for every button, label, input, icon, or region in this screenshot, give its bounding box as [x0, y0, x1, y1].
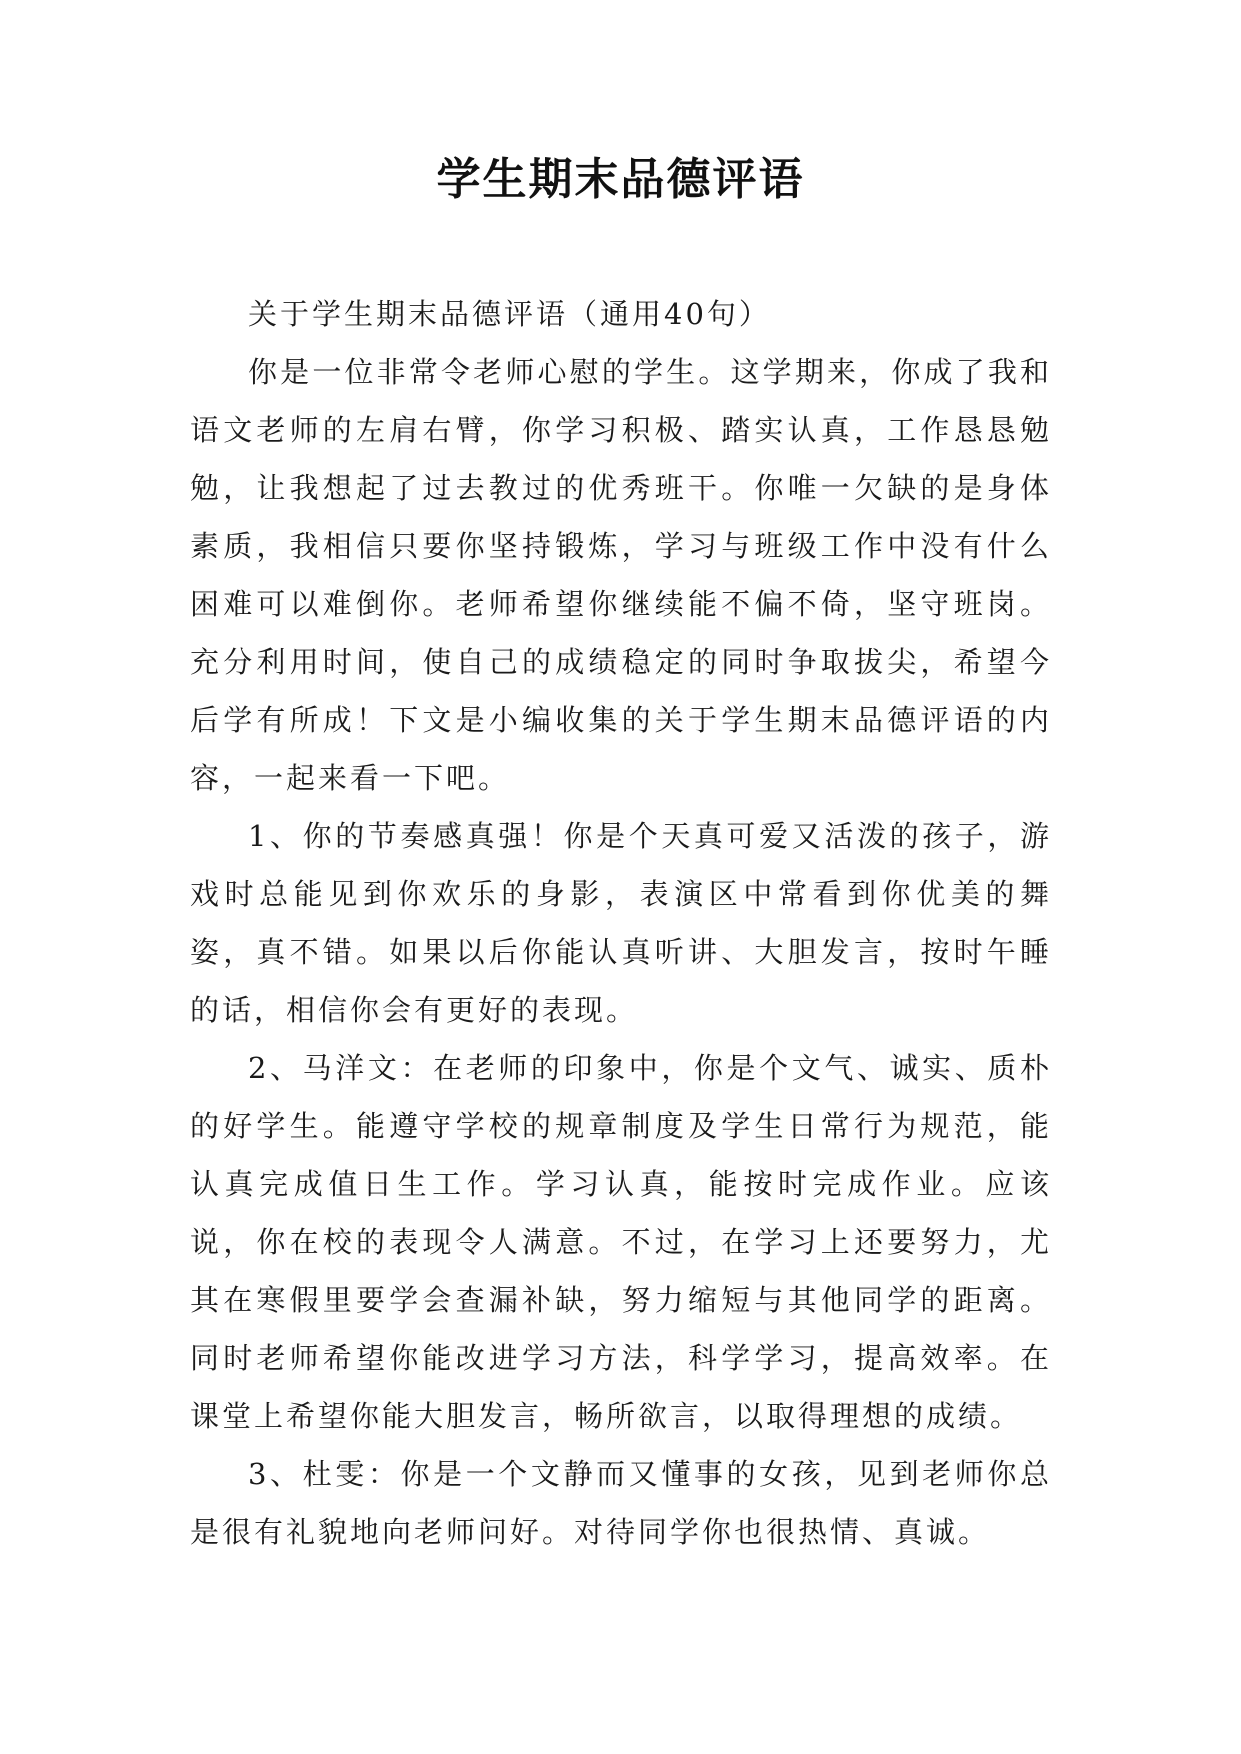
document-body — [190, 285, 1052, 1561]
paragraph: 3、杜雯：你是一个文静而又懂事的女孩，见到老师你总是很有礼貌地向老师问好。对待同学你也很热情、真诚。 — [190, 1457, 1052, 1549]
intro-heading: 关于学生期末品德评语（通用40句） — [248, 297, 771, 331]
page-title: 学生期末品德评语 — [436, 154, 805, 205]
paragraph: 2、马洋文：在老师的印象中，你是个文气、诚实、质朴的好学生。能遵守学校的规章制度及学生日常行为规范，能认真完成值日生工作。学习认真，能按时完成作业。应该说，你在校的表现令人满意。不过，在学习上还要努力，尤其在寒假里要学会查漏补缺，努力缩短与其他同学的距离。同时老师希望你能改进学习方法，科学学习，提高效率。在课堂上希望你能大胆发言，畅所欲言，以取得理想的成绩。 — [190, 1051, 1052, 1433]
paragraph: 你是一位非常令老师心慰的学生。这学期来，你成了我和语文老师的左肩右臂，你学习积极、踏实认真，工作恳恳勉勉，让我想起了过去教过的优秀班干。你唯一欠缺的是身体素质，我相信只要你坚持锻炼，学习与班级工作中没有什么困难可以难倒你。老师希望你继续能不偏不倚，坚守班岗。充分利用时间，使自己的成绩稳定的同时争取拔尖，希望今后学有所成！下文是小编收集的关于学生期末品德评语的内容，一起来看一下吧。 — [190, 355, 1052, 795]
paragraph: 1、你的节奏感真强！你是个天真可爱又活泼的孩子，游戏时总能见到你欢乐的身影，表演区中常看到你优美的舞姿，真不错。如果以后你能认真听讲、大胆发言，按时午睡的话，相信你会有更好的表现。 — [190, 819, 1052, 1027]
